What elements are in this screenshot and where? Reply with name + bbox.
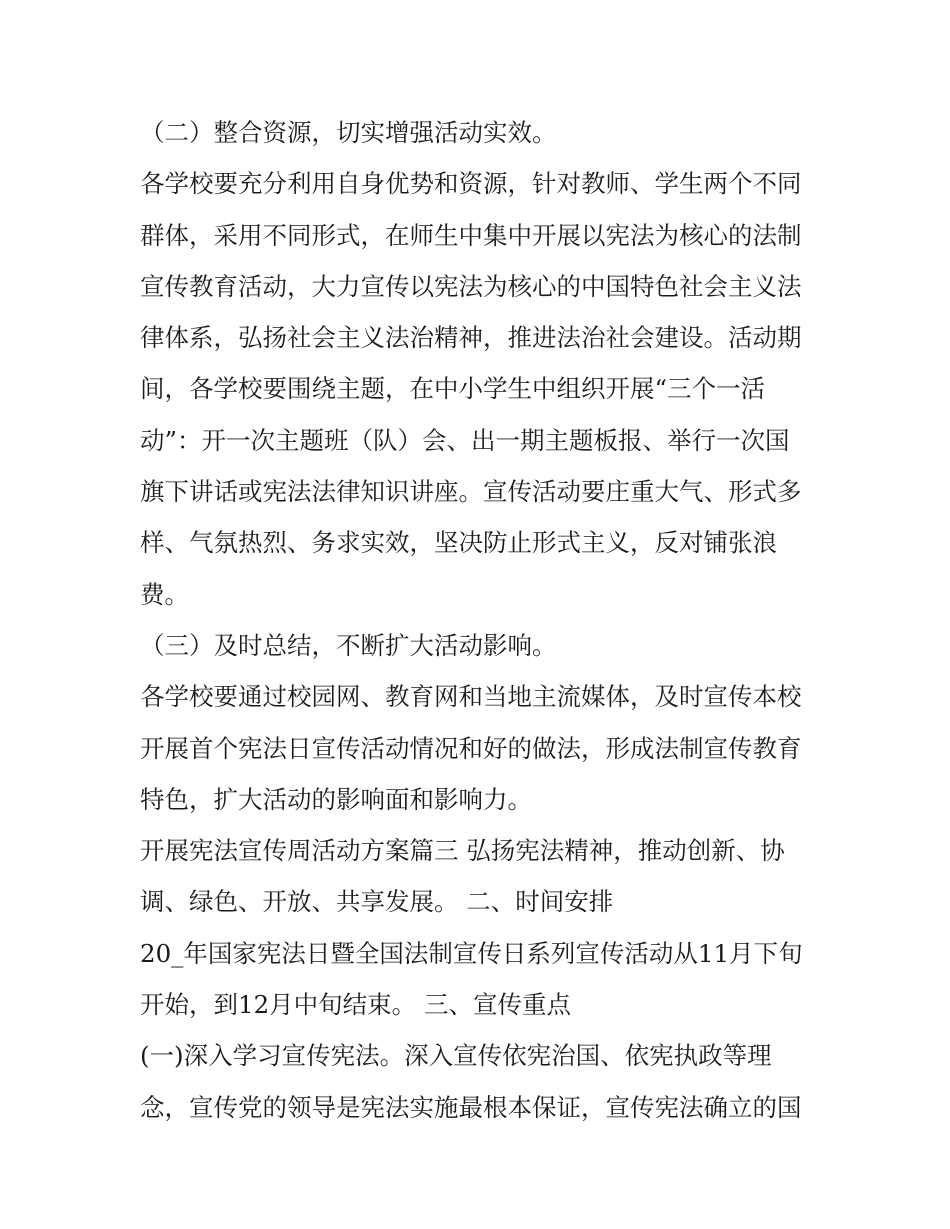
paragraph-line: 群体，采用不同形式，在师生中集中开展以宪法为核心的法制	[140, 220, 802, 250]
paragraph-line: 调、绿色、开放、共享发展。 二、时间安排	[140, 887, 614, 917]
heading-section-3: （三）及时总结，不断扩大活动影响。	[140, 630, 557, 660]
paragraph-line: 开展宪法宣传周活动方案篇三 弘扬宪法精神，推动创新、协	[140, 836, 785, 866]
paragraph-line: 宣传教育活动，大力宣传以宪法为核心的中国特色社会主义法	[140, 271, 802, 301]
paragraph-line: (一)深入学习宣传宪法。深入宣传依宪治国、依宪执政等理	[140, 1041, 772, 1071]
paragraph-line: 间，各学校要围绕主题，在中小学生中组织开展“三个一活	[140, 374, 766, 404]
paragraph-line: 念，宣传党的领导是宪法实施最根本保证，宣传宪法确立的国	[140, 1092, 802, 1122]
paragraph-line: 各学校要充分利用自身优势和资源，针对教师、学生两个不同	[140, 169, 802, 199]
paragraph-line: 旗下讲话或宪法法律知识讲座。宣传活动要庄重大气、形式多	[140, 477, 802, 507]
paragraph-line: 开展首个宪法日宣传活动情况和好的做法，形成法制宣传教育	[140, 733, 802, 763]
paragraph-line: 样、气氛热烈、务求实效，坚决防止形式主义，反对铺张浪	[140, 528, 777, 558]
paragraph-line: 律体系，弘扬社会主义法治精神，推进法治社会建设。活动期	[140, 323, 802, 353]
paragraph-line: 动”：开一次主题班（队）会、出一期主题板报、举行一次国	[140, 425, 790, 455]
paragraph-line: 特色，扩大活动的影响面和影响力。	[140, 784, 532, 814]
paragraph-line: 开始，到12月中旬结束。 三、宣传重点	[140, 990, 571, 1020]
paragraph-line: 费。	[140, 579, 189, 609]
heading-section-2: （二）整合资源，切实增强活动实效。	[140, 118, 557, 147]
paragraph-line: 各学校要通过校园网、教育网和当地主流媒体，及时宣传本校	[140, 682, 802, 712]
document-body	[140, 107, 820, 1133]
paragraph-line: 20_年国家宪法日暨全国法制宣传日系列宣传活动从11月下旬	[140, 938, 803, 968]
